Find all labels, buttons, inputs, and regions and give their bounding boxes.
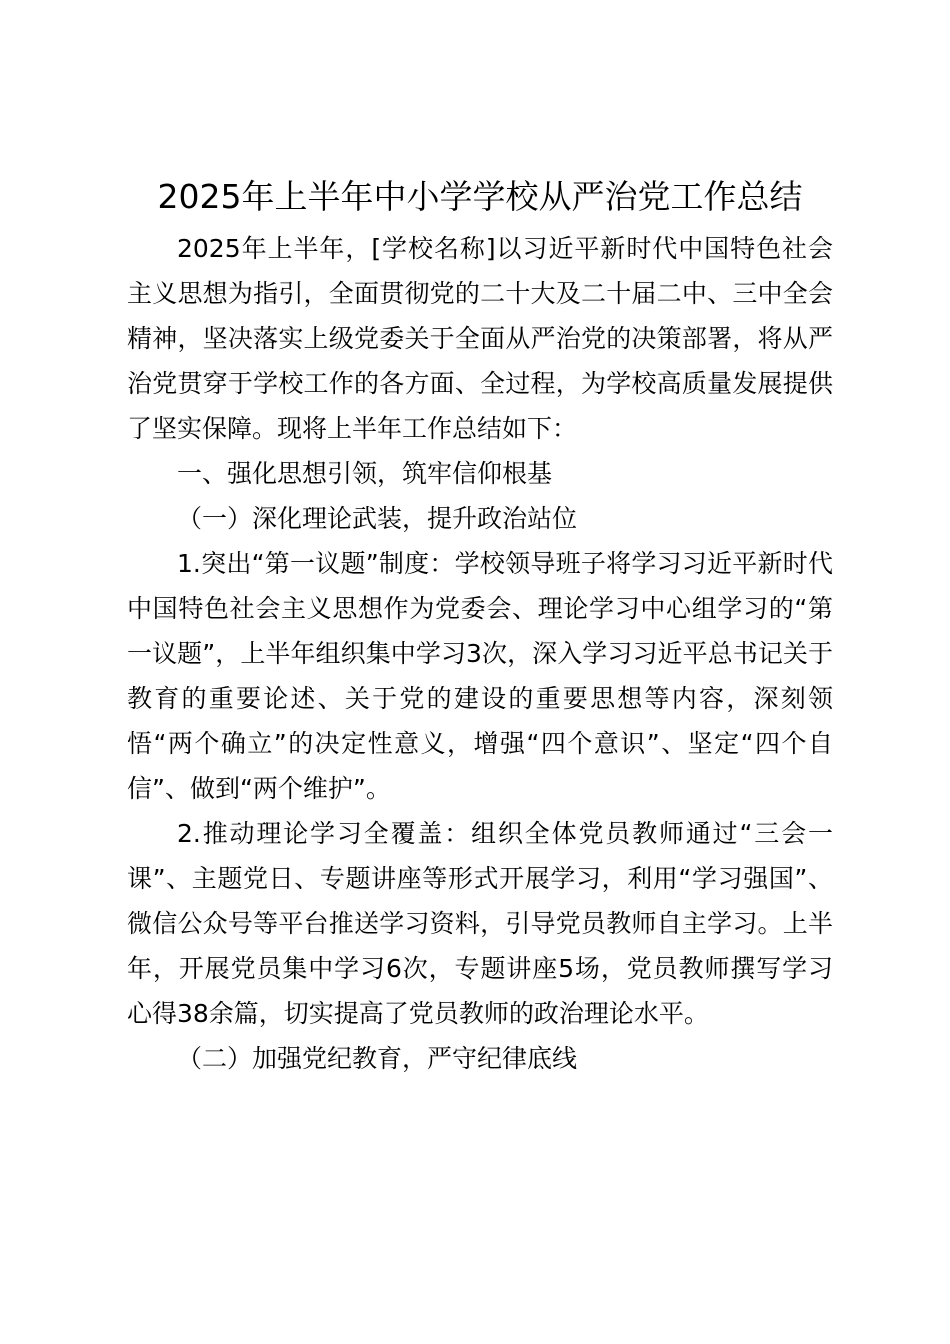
item-paragraph-2: 2.推动理论学习全覆盖：组织全体党员教师通过“三会一课”、主题党日、专题讲座等形式开展学习，利用“学习强国”、微信公众号等平台推送学习资料，引导党员教师自主学习。上半年，开展党员集中学习6次，专题讲座5场，党员教师撰写学习心得38余篇，切实提高了党员教师的政治理论水平。: [127, 819, 833, 1028]
intro-paragraph: 2025年上半年，[学校名称]以习近平新时代中国特色社会主义思想为指引，全面贯彻党的二十大及二十届二中、三中全会精神，坚决落实上级党委关于全面从严治党的决策部署，将从严治党贯穿于学校工作的各方面、全过程，为学校高质量发展提供了坚实保障。现将上半年工作总结如下：: [127, 234, 833, 443]
subsection-heading-2: （二）加强党纪教育，严守纪律底线: [177, 1044, 578, 1073]
subsection-heading-1: （一）深化理论武装，提升政治站位: [177, 504, 578, 533]
section-heading-1: 一、强化思想引领，筑牢信仰根基: [177, 459, 553, 488]
item-paragraph-1: 1.突出“第一议题”制度：学校领导班子将学习习近平新时代中国特色社会主义思想作为党委会、理论学习中心组学习的“第一议题”，上半年组织集中学习3次，深入学习习近平总书记关于教育的重要论述、关于党的建设的重要思想等内容，深刻领悟“两个确立”的决定性意义，增强“四个意识”、坚定“四个自信”、做到“两个维护”。: [127, 549, 833, 803]
document-page: [127, 168, 833, 1081]
document-title: 2025年上半年中小学学校从严治党工作总结: [157, 177, 803, 216]
